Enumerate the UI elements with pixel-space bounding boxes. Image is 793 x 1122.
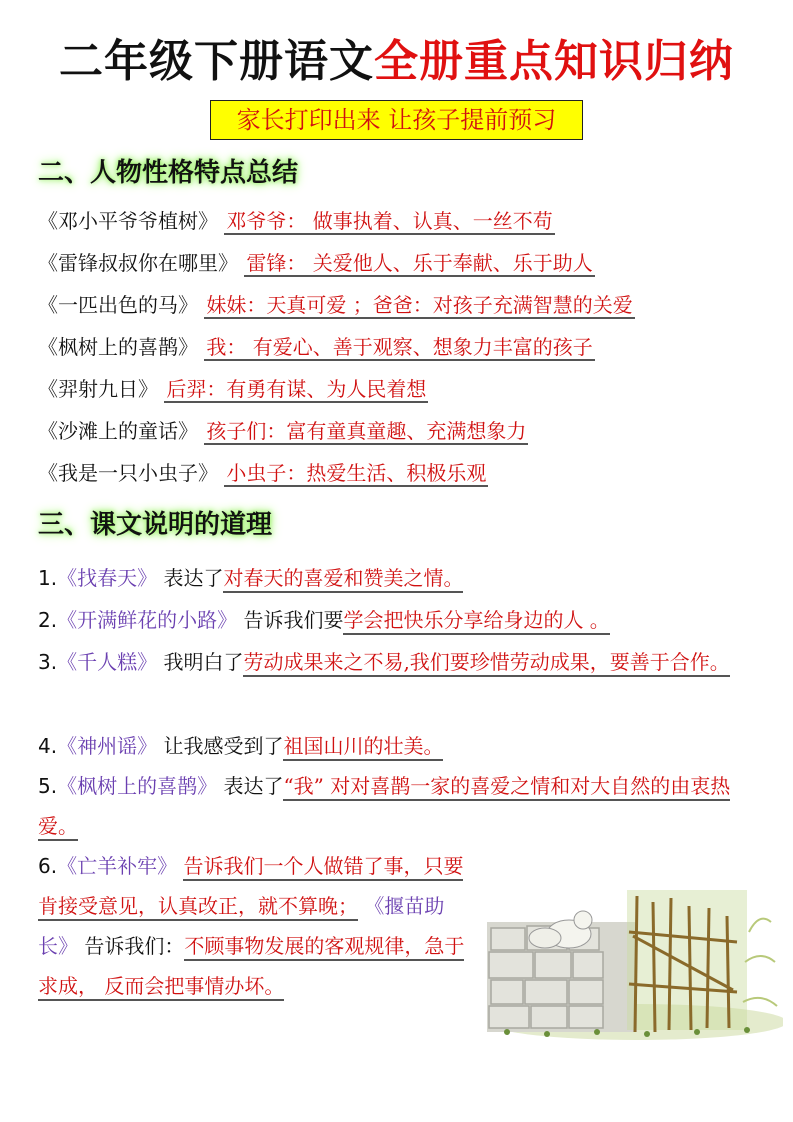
book-title: 《开满鲜花的小路》: [57, 608, 238, 632]
lesson-answer: 对春天的喜爱和赞美之情。: [223, 566, 463, 593]
book-title: 《羿射九日》: [38, 377, 158, 401]
character-row: [38, 248, 595, 278]
lesson-verb: 表达了: [163, 566, 224, 590]
book-title: 《找春天》: [57, 566, 158, 590]
book-title: 《亡羊补牢》: [57, 854, 178, 878]
subtitle-banner: 家长打印出来 让孩子提前预习: [210, 100, 583, 140]
book-title: 《沙滩上的童话》: [38, 419, 198, 443]
character-trait: 小虫子：热爱生活、积极乐观: [226, 461, 487, 485]
lesson-verb-2: 告诉我们：: [84, 934, 185, 958]
book-title: 《千人糕》: [57, 650, 158, 674]
lesson-number: 5.: [38, 774, 58, 798]
lesson-number: 6.: [38, 854, 58, 878]
lesson-answer: 告诉我们一个人做错了事，只要肯接受意见，认真改正，就不算晚；: [38, 854, 463, 921]
lesson-number: 2.: [38, 608, 58, 632]
book-title: 《枫树上的喜鹊》: [57, 774, 218, 798]
title-part1: 二年级下册语文: [59, 36, 374, 87]
lesson-verb: 让我感受到了: [163, 734, 284, 758]
book-title: 《神州谣》: [57, 734, 158, 758]
title-part2: 全册重点知识归纳: [374, 36, 734, 87]
lesson-item: [38, 642, 758, 682]
lesson-number: 4.: [38, 734, 58, 758]
character-trait: 雷锋： 关爱他人、乐于奉献、乐于助人: [246, 251, 593, 275]
lesson-answer: “我” 对对喜鹊一家的喜爱之情和对大自然的由衷热爱。: [38, 774, 730, 841]
section3-heading: 三、课文说明的道理: [38, 510, 273, 540]
lesson-item: [38, 600, 758, 640]
lesson-answer: 学会把快乐分享给身边的人 。: [343, 608, 609, 635]
book-title-2: 《揠苗助长》: [38, 894, 445, 958]
character-trait: 我： 有爱心、善于观察、想象力丰富的孩子: [206, 335, 593, 359]
book-title: 《我是一只小虫子》: [38, 461, 218, 485]
section2-heading: 二、人物性格特点总结: [38, 158, 299, 188]
lesson-number: 1.: [38, 566, 58, 590]
book-title: 《邓小平爷爷植树》: [38, 209, 218, 233]
book-title: 《枫树上的喜鹊》: [38, 335, 198, 359]
page-title: [0, 34, 793, 90]
character-row: [38, 374, 428, 404]
lesson-verb: 告诉我们要: [243, 608, 344, 632]
character-row: [38, 206, 555, 236]
lesson-item: [38, 846, 468, 1006]
book-title: 《一匹出色的马》: [38, 293, 198, 317]
lesson-item: [38, 766, 758, 846]
character-trait: 妹妹：天真可爱 ；爸爸：对孩子充满智慧的关爱: [206, 293, 633, 317]
book-title: 《雷锋叔叔你在哪里》: [38, 251, 238, 275]
lesson-verb: 我明白了: [163, 650, 244, 674]
lesson-verb: 表达了: [223, 774, 284, 798]
lesson-answer: 祖国山川的壮美。: [283, 734, 443, 761]
character-row: [38, 290, 635, 320]
lesson-answer-2: 不顾事物发展的客观规律，急于求成， 反而会把事情办坏。: [38, 934, 464, 1001]
character-row: [38, 416, 528, 446]
character-row: [38, 332, 595, 362]
character-trait: 孩子们：富有童真童趣、充满想象力: [206, 419, 527, 443]
character-trait: 后羿：有勇有谋、为人民着想: [166, 377, 427, 401]
character-trait: 邓爷爷： 做事执着、认真、一丝不苟: [226, 209, 553, 233]
sheep-pen-illustration: [487, 872, 783, 1040]
lesson-item: [38, 558, 758, 598]
lesson-number: 3.: [38, 650, 58, 674]
lesson-item: [38, 726, 758, 766]
lesson-answer: 劳动成果来之不易,我们要珍惜劳动成果，要善于合作。: [243, 650, 729, 677]
character-row: [38, 458, 488, 488]
